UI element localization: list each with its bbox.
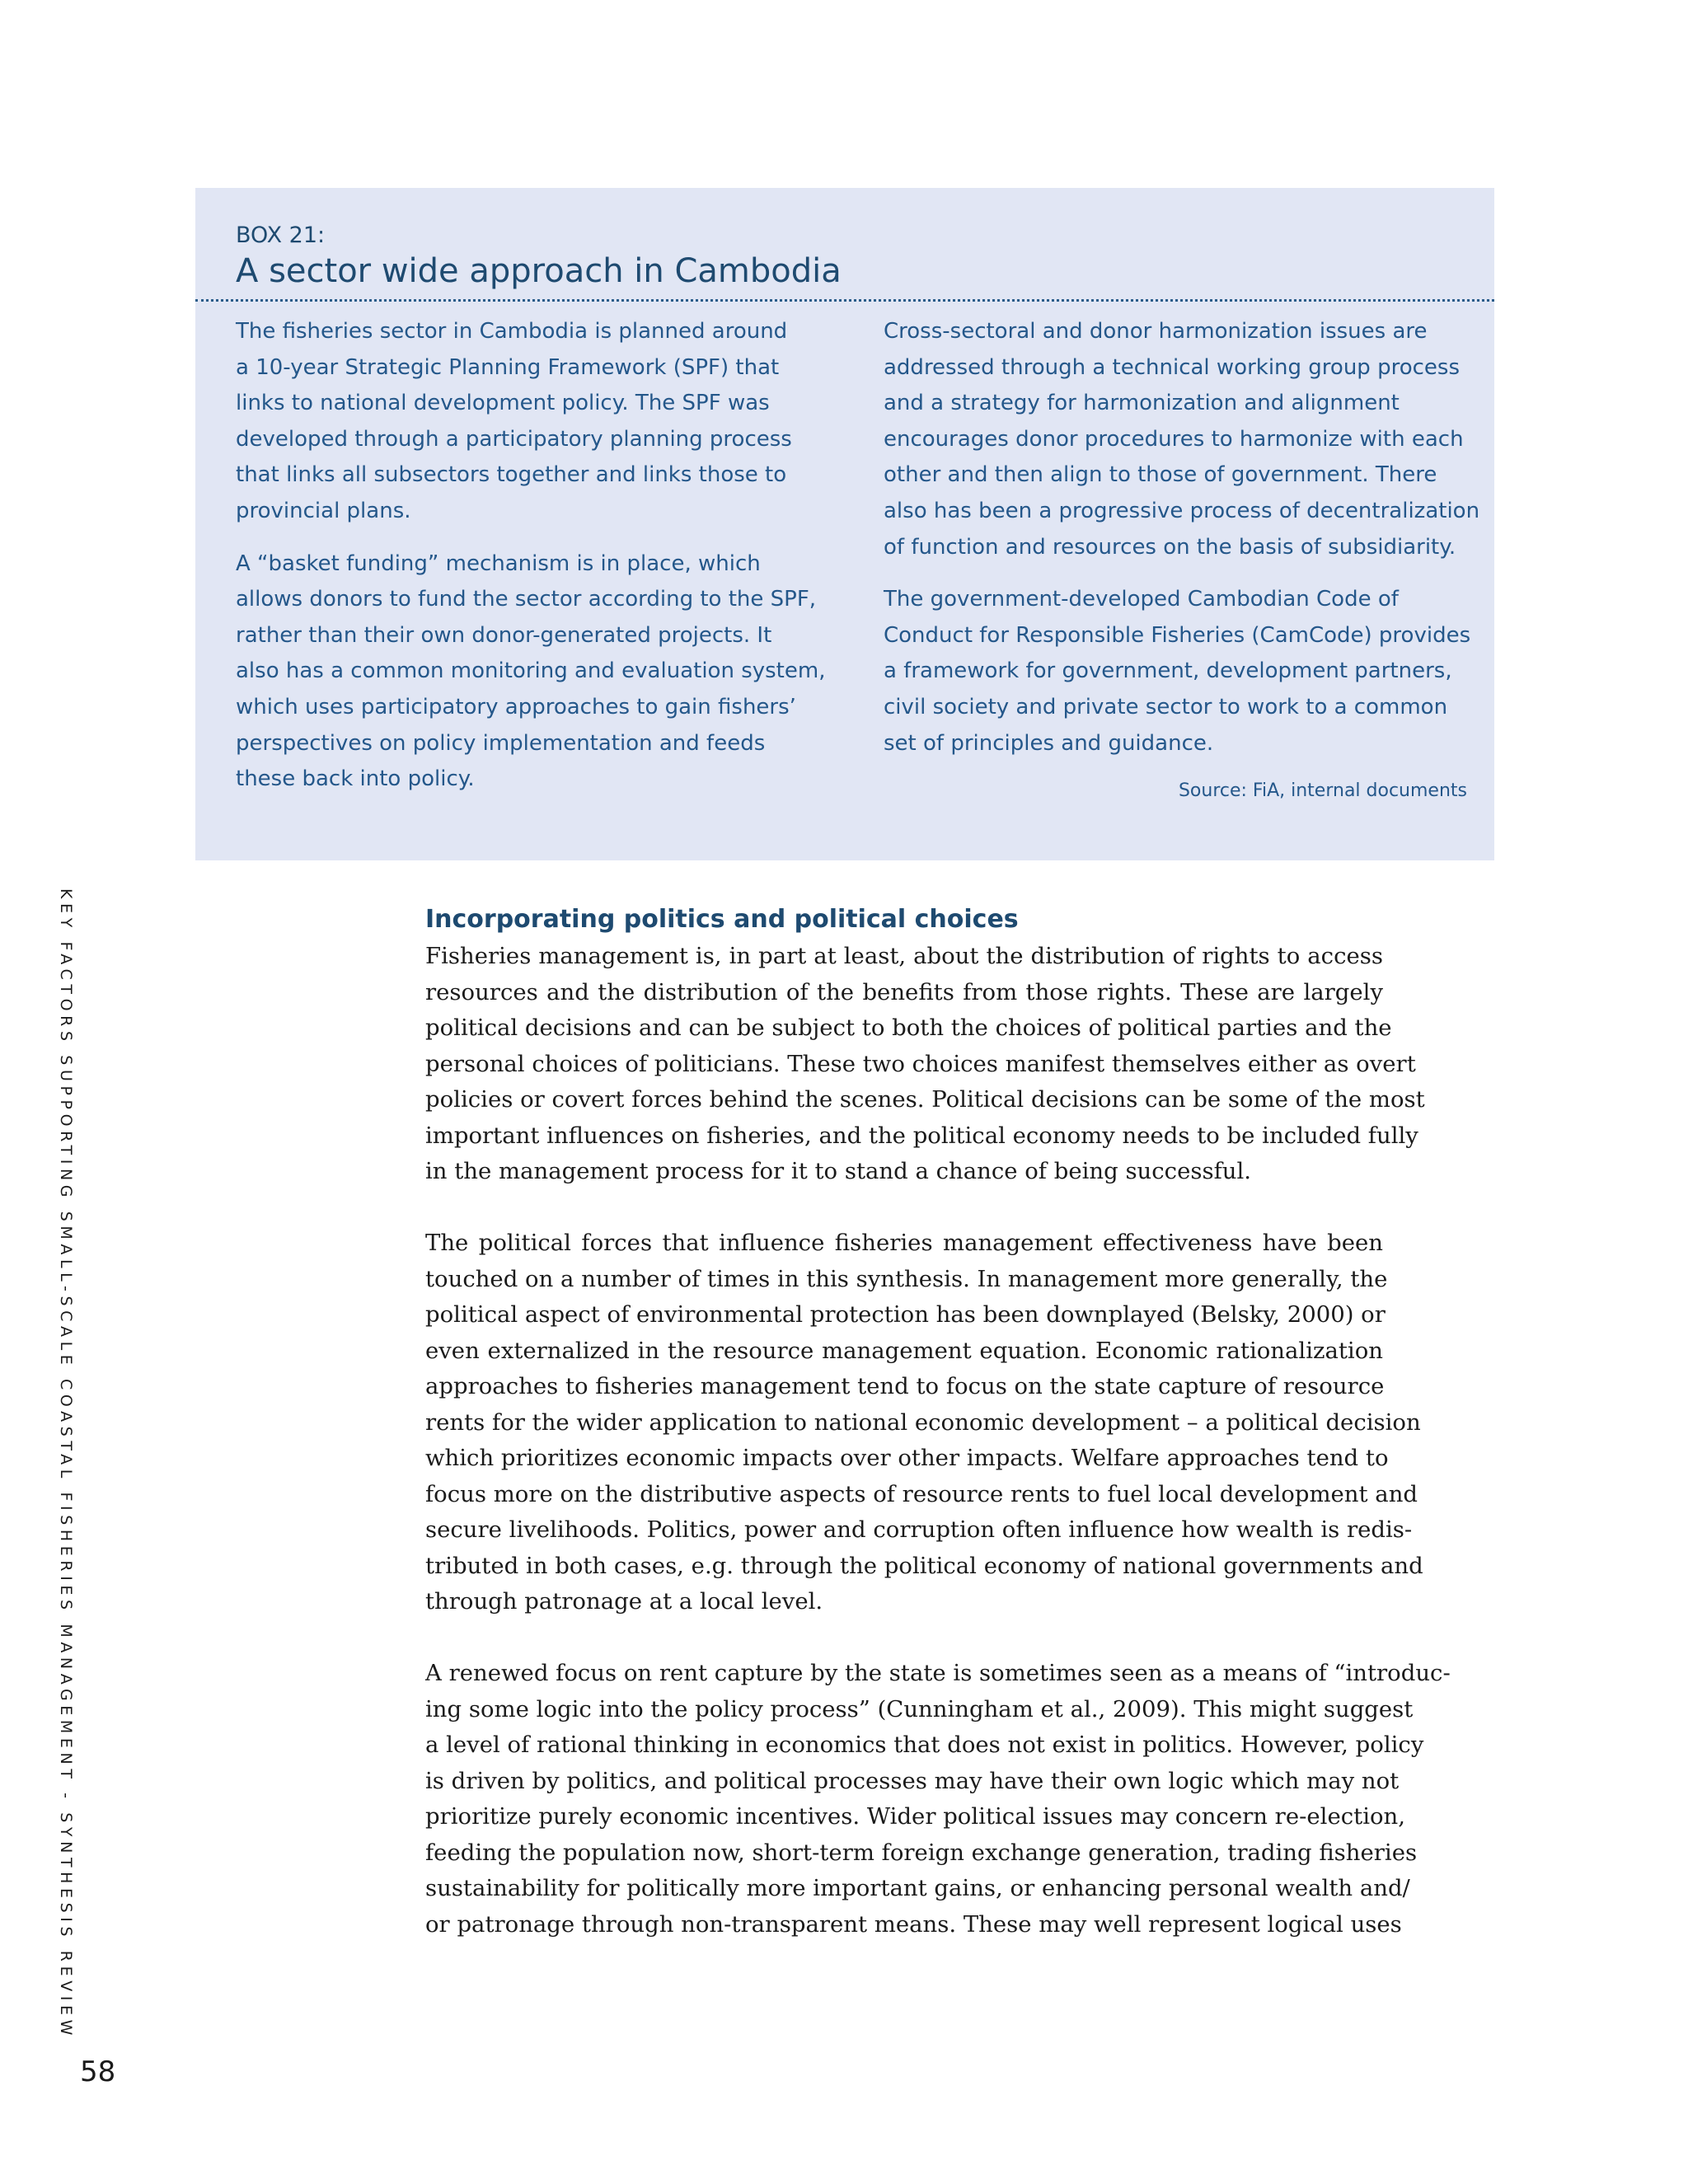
text-line: A renewed focus on rent capture by the state is sometimes seen as a means of “introduc- [425,1660,1451,1686]
text-line: is driven by politics, and political processes may have their own logic which may not [425,1767,1400,1794]
body-paragraph [425,1656,1451,1943]
text-line: touched on a number of times in this synthesis. In management more generally, the [425,1265,1388,1292]
text-line: political aspect of environmental protection has been downplayed (Belsky, 2000) or [425,1301,1386,1328]
text-line: secure livelihoods. Politics, power and corruption often influence how wealth is redis- [425,1516,1413,1543]
text-line: A “basket funding” mechanism is in place, which [236,551,761,576]
main-text [425,901,1451,1979]
box-paragraph [236,546,826,798]
text-line: set of principles and guidance. [884,730,1214,756]
box-source: Source: FiA, internal documents [1178,780,1467,802]
box-divider [195,299,1494,302]
text-line: Cross-sectoral and donor harmonization issues are [884,319,1428,344]
text-line: developed through a participatory planning process [236,426,792,452]
text-line: even externalized in the resource management equation. Economic rationalization [425,1337,1383,1364]
text-line: personal choices of politicians. These two choices manifest themselves either as overt [425,1050,1416,1077]
text-line: The political forces that influence fisheries management effectiveness have been [425,1230,1383,1256]
running-header-vertical: KEY FACTORS SUPPORTING SMALL-SCALE COASTAL FISHERIES MANAGEMENT - SYNTHESIS REVIEW [57,888,75,2041]
text-line: addressed through a technical working group process [884,354,1460,380]
text-line: links to national development policy. The SPF was [236,391,770,416]
box-left-column [236,314,826,814]
text-line: approaches to fisheries management tend to focus on the state capture of resource [425,1373,1385,1399]
text-line: focus more on the distributive aspects of resource rents to fuel local development and [425,1480,1418,1507]
text-line: resources and the distribution of the benefits from those rights. These are largely [425,978,1383,1005]
box-21 [195,188,1494,860]
text-line: and a strategy for harmonization and alignment [884,391,1400,416]
body-paragraph [425,939,1425,1190]
text-line: other and then align to those of government. There [884,462,1437,488]
text-line: rather than their own donor-generated projects. It [236,622,772,648]
box-title: A sector wide approach in Cambodia [236,252,842,290]
text-line: these back into policy. [236,766,475,792]
box-right-column [884,314,1480,809]
text-line: that links all subsectors together and links those to [236,462,787,488]
text-line: ing some logic into the policy process” (Cunningham et al., 2009). This might suggest [425,1695,1414,1722]
text-line: allows donors to fund the sector according to the SPF, [236,587,817,612]
text-line: of function and resources on the basis of subsidiarity. [884,534,1456,560]
text-line: which uses participatory approaches to gain fishers’ [236,694,796,719]
text-line: rents for the wider application to national economic development – a political decision [425,1408,1421,1436]
text-line: feeding the population now, short-term foreign exchange generation, trading fisheries [425,1839,1418,1866]
text-line: The government-developed Cambodian Code of [884,587,1399,612]
text-line: encourages donor procedures to harmonize with each [884,426,1464,452]
text-line: political decisions and can be subject to both the choices of political parties and the [425,1015,1392,1041]
text-line: perspectives on policy implementation and feeds [236,730,766,756]
text-line: civil society and private sector to work to a common [884,694,1448,719]
text-line: important influences on fisheries, and the political economy needs to be included fully [425,1122,1418,1149]
text-line: also has a common monitoring and evaluation system, [236,658,826,684]
text-line: a framework for government, development partners, [884,658,1452,684]
text-line: which prioritizes economic impacts over other impacts. Welfare approaches tend to [425,1445,1389,1471]
text-line: through patronage at a local level. [425,1588,823,1615]
box-paragraph [884,314,1480,565]
text-line: a 10-year Strategic Planning Framework (SPF) that [236,354,780,380]
text-line: tributed in both cases, e.g. through the political economy of national governments and [425,1552,1423,1579]
box-label: BOX 21: [236,223,326,248]
text-line: a level of rational thinking in economics that does not exist in politics. However, policy [425,1732,1424,1758]
text-line: in the management process for it to stand a chance of being successful. [425,1158,1251,1184]
box-paragraph [236,314,813,530]
section-heading: Incorporating politics and political choices [425,905,1019,934]
text-line: or patronage through non-transparent means. These may well represent logical uses [425,1910,1402,1938]
text-line: Fisheries management is, in part at least, about the distribution of rights to access [425,943,1383,969]
box-paragraph [884,582,1471,762]
text-line: provincial plans. [236,498,411,523]
page-number: 58 [80,2055,116,2088]
text-line: also has been a progressive process of decentralization [884,498,1480,523]
text-line: policies or covert forces behind the scenes. Political decisions can be some of the most [425,1086,1425,1113]
text-line: Conduct for Responsible Fisheries (CamCode) provides [884,622,1471,648]
text-line: The fisheries sector in Cambodia is planned around [236,319,788,344]
text-line: sustainability for politically more important gains, or enhancing personal wealth and/ [425,1875,1410,1901]
body-paragraph [425,1226,1423,1620]
text-line: prioritize purely economic incentives. Wider political issues may concern re-election, [425,1803,1405,1830]
